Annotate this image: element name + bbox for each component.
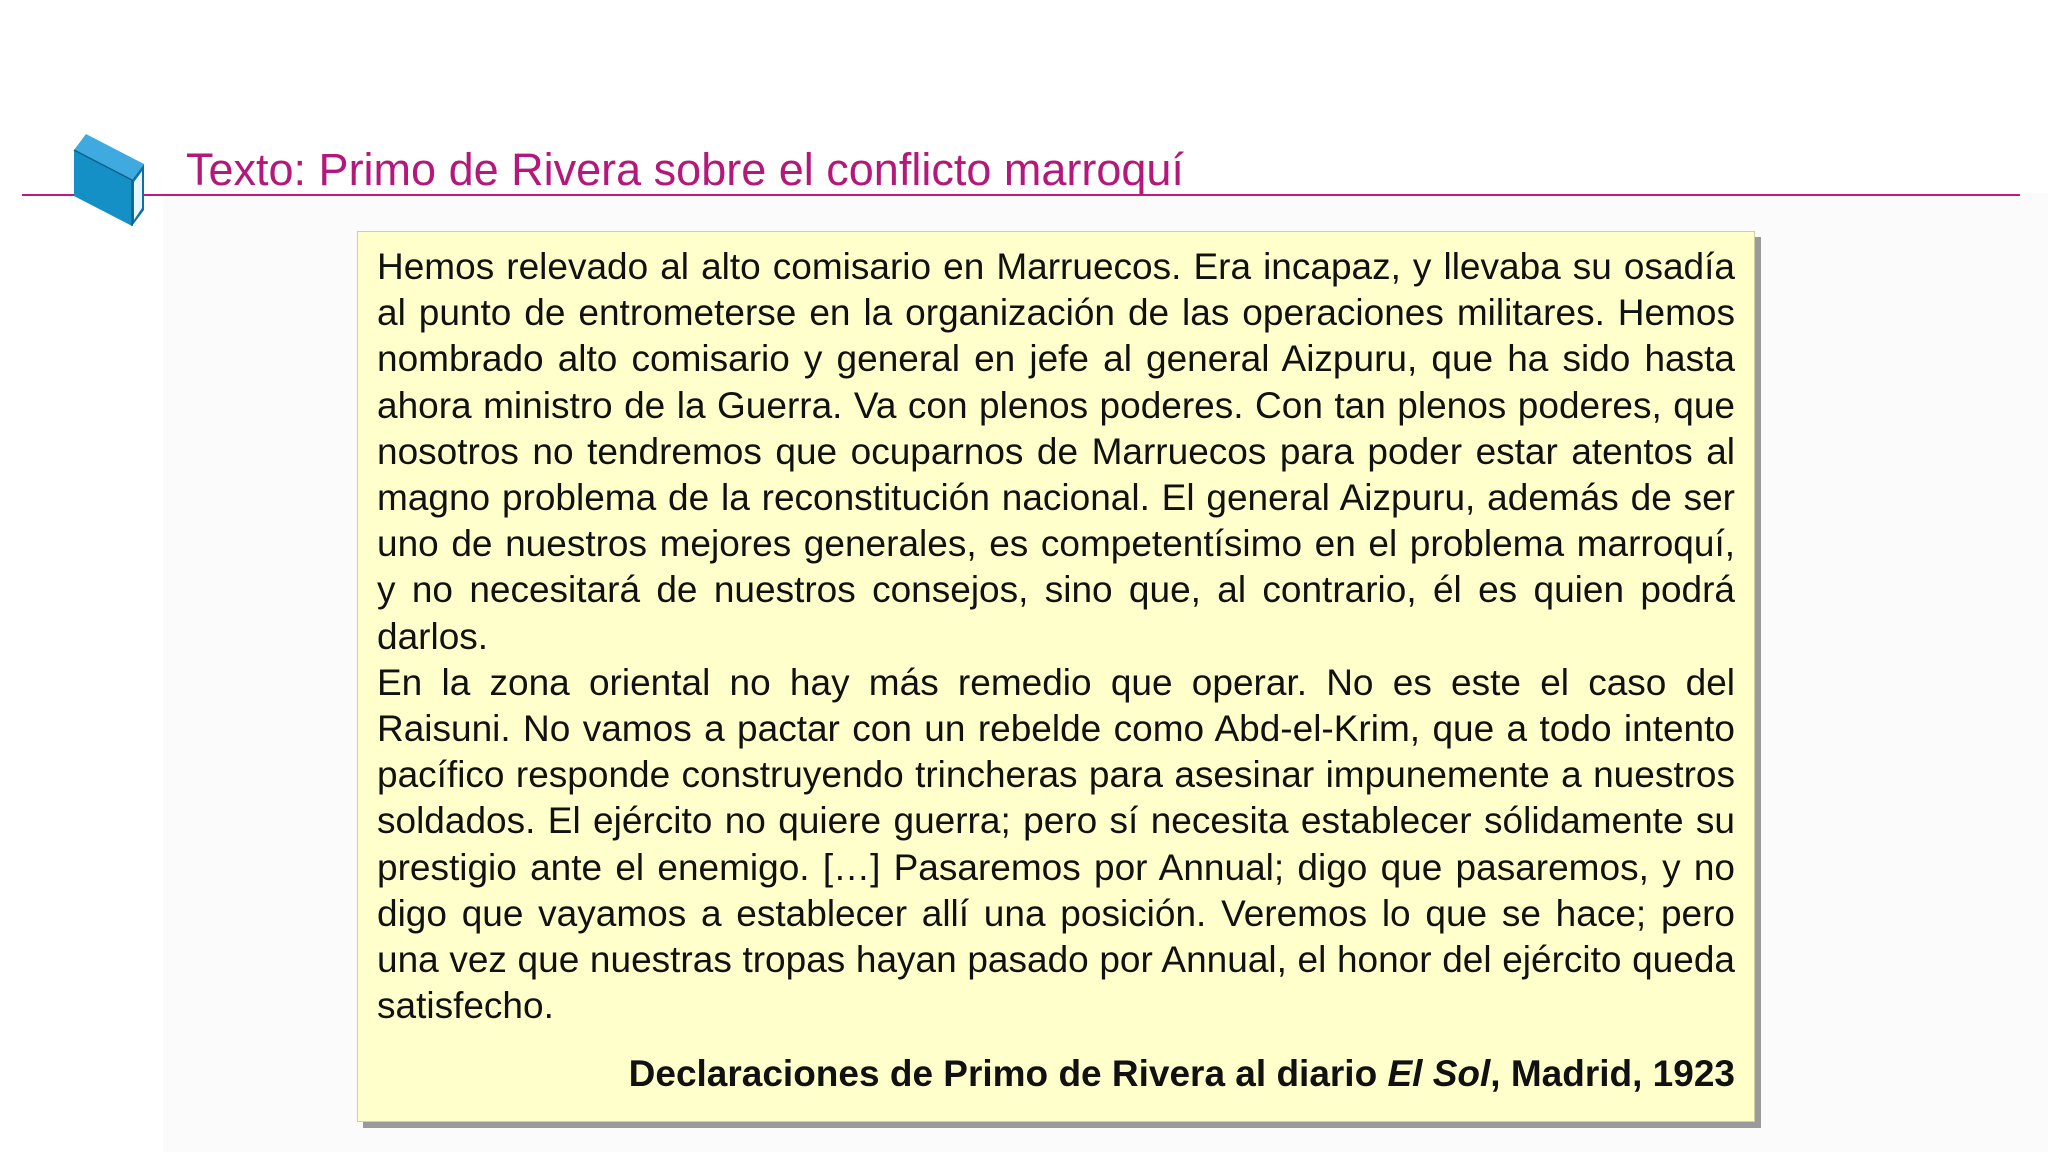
source-suffix: , Madrid, 1923 [1490, 1053, 1735, 1094]
quote-box [357, 231, 1755, 1122]
source-prefix: Declaraciones de Primo de Rivera al diario [628, 1053, 1388, 1094]
source-publication: El Sol [1387, 1053, 1491, 1094]
quote-source [629, 1051, 1735, 1097]
quote-paragraph-1: Hemos relevado al alto comisario en Marruecos. Era incapaz, y llevaba su osadía al punto de entrometerse en la organización de las operaciones militares. Hemos nombrado alto comisario y general en jefe al general Aizpuru, que ha sido hasta ahora ministro de la Guerra. Va con plenos poderes. Con tan plenos poderes, que nosotros no tendremos que ocuparnos de Marruecos para poder estar atentos al magno problema de la reconstitución nacional. El general Aizpuru, además de ser uno de nuestros mejores generales, es competentísimo en el problema marroquí, y no necesitará de nuestros consejos, sino que, al contrario, él es quien podrá darlos. [377, 246, 1735, 657]
quote-paragraph-2: En la zona oriental no hay más remedio que operar. No es este el caso del Raisuni. No vamos a pactar con un rebelde como Abd-el-Krim, que a todo intento pacífico responde construyendo trincheras para asesinar impunemente a nuestros soldados. El ejército no quiere guerra; pero sí necesita establecer sólidamente su prestigio ante el enemigo. […] Pasaremos por Annual; digo que pasaremos, y no digo que vayamos a establecer allí una posición. Veremos lo que se hace; pero una vez que nuestras tropas hayan pasado por Annual, el honor del ejército queda satisfecho. [377, 661, 1735, 1027]
book-icon [68, 132, 148, 226]
slide-title: Texto: Primo de Rivera sobre el conflicto marroquí [186, 144, 1184, 195]
